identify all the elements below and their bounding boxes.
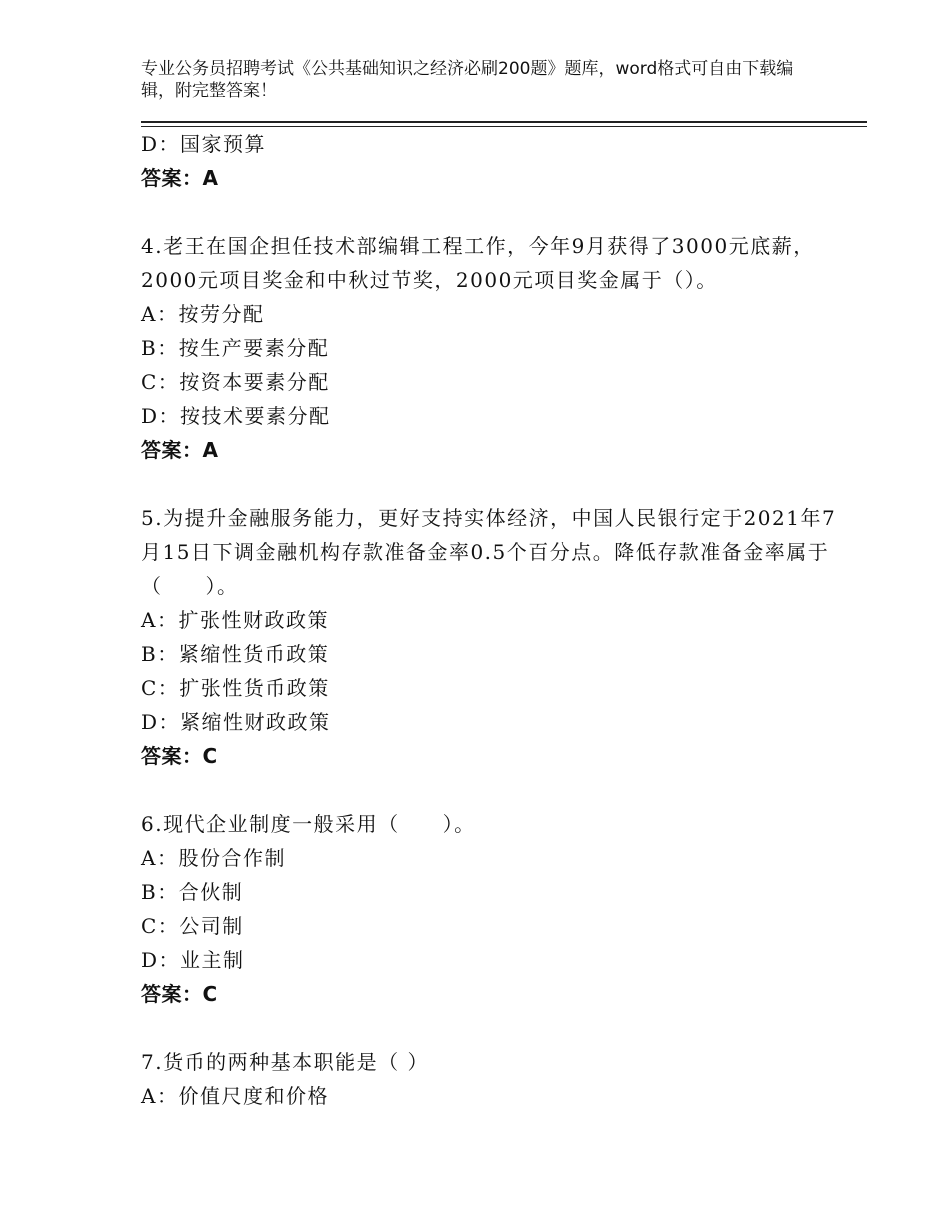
option-d: D：国家预算 (141, 132, 267, 156)
spacer (141, 467, 841, 501)
option-c: C：公司制 (141, 914, 244, 938)
question-stem: 7.货币的两种基本职能是（ ） (141, 1050, 429, 1074)
answer-line: 答案：C (141, 982, 218, 1006)
option-b: B：按生产要素分配 (141, 336, 330, 360)
question-stem: 6.现代企业制度一般采用（ ）。 (141, 812, 476, 836)
option-a: A：价值尺度和价格 (141, 1084, 329, 1108)
option-a: A：股份合作制 (141, 846, 286, 870)
header-rule-thick (141, 121, 867, 123)
option-d: D：业主制 (141, 948, 245, 972)
answer-line: 答案：C (141, 744, 218, 768)
option-b: B：紧缩性货币政策 (141, 642, 330, 666)
spacer (141, 195, 841, 229)
option-d: D：紧缩性财政政策 (141, 710, 331, 734)
answer-line: 答案：A (141, 438, 219, 462)
option-a: A：扩张性财政政策 (141, 608, 329, 632)
option-b: B：合伙制 (141, 880, 244, 904)
question-stem: 5.为提升金融服务能力，更好支持实体经济，中国人民银行定于2021年7月15日下调金融机构存款准备金率0.5个百分点。降低存款准备金率属于（ ）。 (141, 506, 837, 598)
question-content (141, 127, 841, 1113)
option-c: C：按资本要素分配 (141, 370, 330, 394)
option-c: C：扩张性货币政策 (141, 676, 330, 700)
spacer (141, 773, 841, 807)
option-a: A：按劳分配 (141, 302, 265, 326)
spacer (141, 1011, 841, 1045)
answer-line: 答案：A (141, 166, 219, 190)
page-header: 专业公务员招聘考试《公共基础知识之经济必刷200题》题库，word格式可自由下载编辑，附完整答案！ (141, 59, 794, 101)
question-stem: 4.老王在国企担任技术部编辑工程工作，今年9月获得了3000元底薪，2000元项目奖金和中秋过节奖，2000元项目奖金属于（）。 (141, 234, 815, 292)
option-d: D：按技术要素分配 (141, 404, 331, 428)
